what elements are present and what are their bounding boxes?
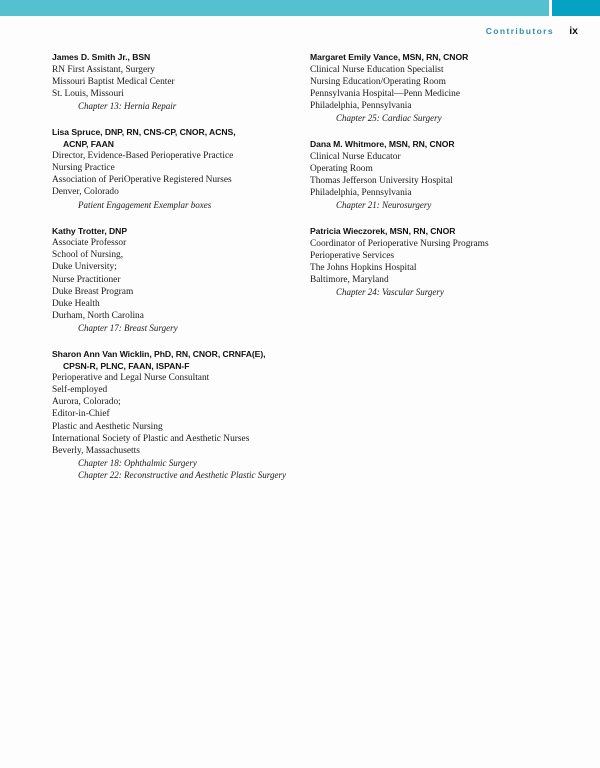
contributor-affiliation-line: Editor-in-Chief bbox=[52, 409, 110, 420]
page-header-rule bbox=[0, 0, 600, 16]
contributor-affiliation-line: Baltimore, Maryland bbox=[310, 275, 389, 285]
contributors-column-right bbox=[310, 52, 558, 298]
contributor-chapter-credit: Chapter 25: Cardiac Surgery bbox=[336, 112, 442, 123]
contributor-affiliation-line: Clinical Nurse Education Specialist bbox=[310, 64, 444, 75]
contributor-name-continuation: ACNP, FAAN bbox=[63, 138, 114, 149]
running-head bbox=[0, 26, 600, 42]
header-bar-dark bbox=[552, 0, 600, 16]
contributor-chapter-credit: Chapter 18: Ophthalmic Surgery bbox=[78, 457, 197, 468]
contributor-affiliation-line: Duke University; bbox=[52, 262, 117, 273]
contributor-affiliation-line: Denver, Colorado bbox=[52, 187, 119, 198]
contributor-affiliation-line: Nursing Education/Operating Room bbox=[310, 76, 446, 87]
contributor-name: Lisa Spruce, DNP, RN, CNS-CP, CNOR, ACNS, ACNP, FAAN bbox=[52, 127, 300, 150]
contributor-affiliation-line: Self-employed bbox=[52, 385, 108, 396]
contributor-affiliation-line: Associate Professor bbox=[52, 238, 127, 249]
contributor-affiliation-line: Beverly, Massachusetts bbox=[52, 445, 140, 456]
contributor-affiliation-line: RN First Assistant, Surgery bbox=[52, 64, 155, 75]
contributor-affiliation-line: Duke Health bbox=[52, 298, 100, 309]
contributor-affiliation-line: Philadelphia, Pennsylvania bbox=[310, 100, 412, 111]
contributor-chapter-credit: Chapter 24: Vascular Surgery bbox=[336, 287, 444, 298]
running-head-title: Contributors bbox=[485, 26, 554, 36]
contributor-entry bbox=[52, 349, 300, 481]
contributor-affiliation-line: Duke Breast Program bbox=[52, 286, 134, 297]
contributor-name: James D. Smith Jr., BSN bbox=[52, 52, 151, 62]
contributor-affiliation-line: Perioperative and Legal Nurse Consultant bbox=[52, 373, 210, 384]
contributor-affiliation-line: Aurora, Colorado; bbox=[52, 397, 121, 408]
contributors-column-left bbox=[52, 52, 300, 481]
contributor-entry bbox=[310, 52, 558, 124]
contributor-affiliation-line: Philadelphia, Pennsylvania bbox=[310, 187, 412, 198]
contributor-name-continuation: CPSN-R, PLNC, FAAN, ISPAN-F bbox=[63, 360, 190, 371]
contributor-affiliation-line: Pennsylvania Hospital—Penn Medicine bbox=[310, 88, 460, 99]
contributor-affiliation-line: Clinical Nurse Educator bbox=[310, 151, 401, 162]
contributor-affiliation-line: Thomas Jefferson University Hospital bbox=[310, 175, 453, 186]
contributor-chapter-credit: Patient Engagement Exemplar boxes bbox=[78, 199, 212, 210]
contributor-chapter-credit: Chapter 21: Neurosurgery bbox=[336, 200, 432, 211]
contributor-affiliation-line: Director, Evidence-Based Perioperative Practice bbox=[52, 151, 234, 162]
contributor-name: Margaret Emily Vance, MSN, RN, CNOR bbox=[310, 52, 469, 62]
contributor-entry bbox=[52, 52, 300, 112]
contributor-affiliation-line: School of Nursing, bbox=[52, 250, 124, 261]
contributor-chapter-credit: Chapter 13: Hernia Repair bbox=[78, 100, 177, 111]
contributor-affiliation-line: Perioperative Services bbox=[310, 250, 395, 261]
contributor-name: Kathy Trotter, DNP bbox=[52, 225, 128, 236]
contributor-affiliation-line: The Johns Hopkins Hospital bbox=[310, 262, 417, 273]
contributor-affiliation-line: St. Louis, Missouri bbox=[52, 88, 124, 99]
contributor-entry bbox=[310, 139, 558, 211]
contributor-affiliation-line: Nursing Practice bbox=[52, 163, 115, 174]
contributor-entry bbox=[52, 127, 300, 211]
contributor-entry bbox=[52, 226, 300, 334]
contributor-affiliation-line: Operating Room bbox=[310, 163, 373, 174]
contributor-affiliation-line: Durham, North Carolina bbox=[52, 310, 144, 321]
header-bar-light bbox=[0, 0, 549, 16]
contributor-affiliation-line: International Society of Plastic and Aesthetic Nurses bbox=[52, 433, 250, 444]
contributor-affiliation-line: Missouri Baptist Medical Center bbox=[52, 76, 175, 87]
contributor-name: Sharon Ann Van Wicklin, PhD, RN, CNOR, CRNFA(E), CPSN-R, PLNC, FAAN, ISPAN-F bbox=[52, 349, 300, 372]
contributor-chapter-credit: Chapter 22: Reconstructive and Aesthetic Plastic Surgery bbox=[78, 469, 286, 480]
contributor-name: Dana M. Whitmore, MSN, RN, CNOR bbox=[310, 139, 455, 150]
contributor-name: Patricia Wieczorek, MSN, RN, CNOR bbox=[310, 226, 456, 237]
contributor-chapter-credit: Chapter 17: Breast Surgery bbox=[78, 322, 178, 333]
contributor-affiliation-line: Plastic and Aesthetic Nursing bbox=[52, 421, 163, 432]
contributor-affiliation-line: Association of PeriOperative Registered Nurses bbox=[52, 175, 232, 186]
contributor-affiliation-line: Nurse Practitioner bbox=[52, 274, 121, 285]
contributors-columns bbox=[0, 52, 600, 481]
page-number: ix bbox=[569, 25, 578, 37]
contributor-affiliation-line: Coordinator of Perioperative Nursing Programs bbox=[310, 238, 489, 249]
contributor-entry bbox=[310, 226, 558, 298]
